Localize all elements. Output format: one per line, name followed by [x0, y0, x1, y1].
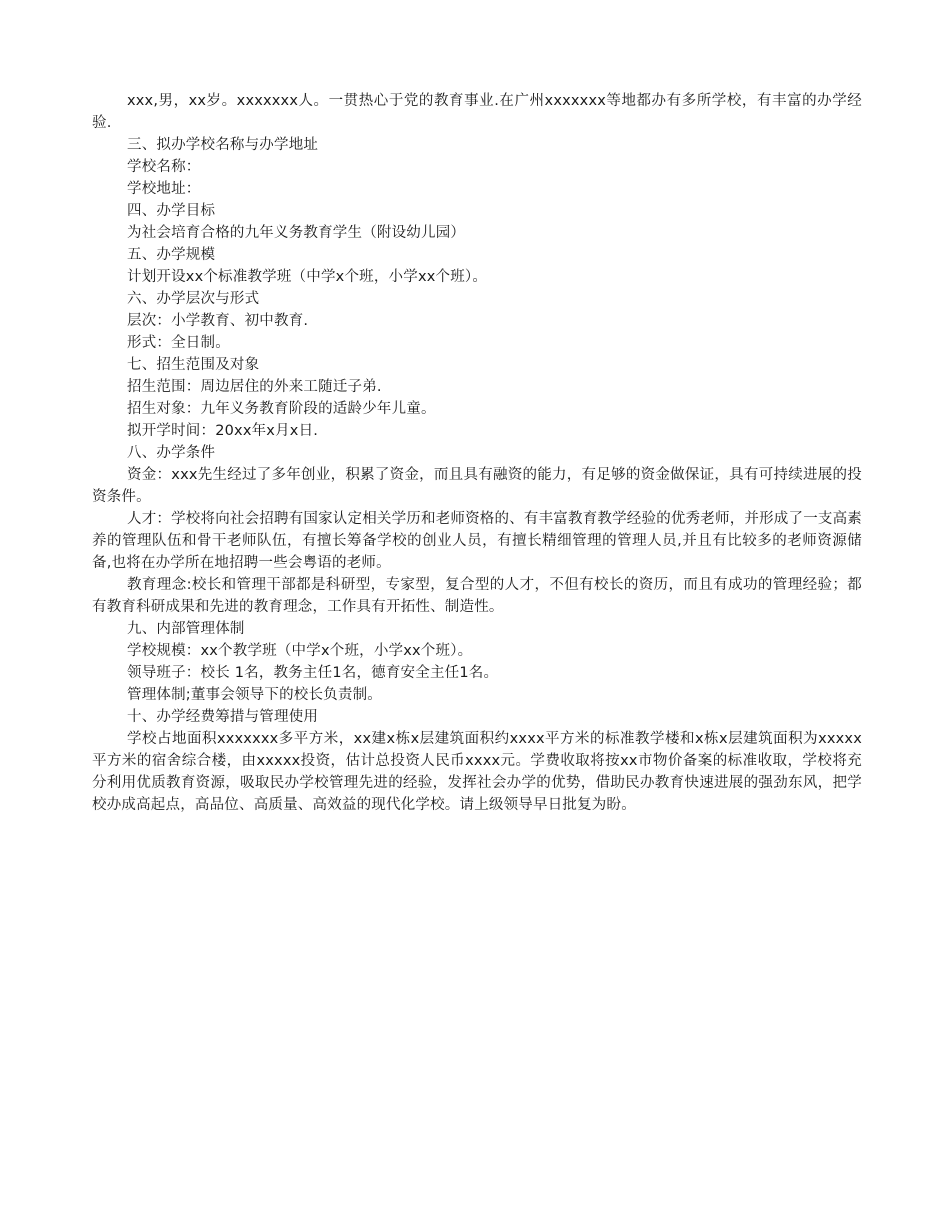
talent-text: 人才：学校将向社会招聘有国家认定相关学历和老师资格的、有丰富教育教学经验的优秀老师，并形成了一支高素养的管理队伍和骨干老师队伍，有擅长筹备学校的创业人员，有擅长精细管理的管理人员,并且有比较多的老师资源储备,也将在办学所在地招聘一些会粤语的老师。: [92, 511, 862, 571]
heading-conditions: 八、办学条件: [127, 445, 216, 461]
funding-text: 资金：xxx先生经过了多年创业，积累了资金，而且具有融资的能力，有足够的资金做保证，具有可持续进展的投资条件。: [92, 467, 862, 505]
scale-text: 计划开设xx个标准教学班（中学x个班，小学xx个班）。: [127, 269, 488, 285]
heading-level-form: 六、办学层次与形式: [127, 291, 260, 307]
heading-scale: 五、办学规模: [127, 247, 216, 263]
philosophy-text: 教育理念:校长和管理干部都是科研型，专家型，复合型的人才，不但有校长的资历，而且有成功的管理经验；都有教育科研成果和先进的教育理念，工作具有开拓性、制造性。: [92, 577, 862, 615]
enrollment-target-text: 招生对象：九年义务教育阶段的适龄少年儿童。: [127, 401, 436, 417]
document-body: [92, 90, 862, 816]
paragraph-founder-bio: xxx,男，xx岁。xxxxxxx人。一贯热心于党的教育事业.在广州xxxxxxx等地都办有多所学校，有丰富的办学经验.: [92, 93, 862, 131]
heading-management: 九、内部管理体制: [127, 621, 245, 637]
funding-management-text: 学校占地面积xxxxxxx多平方米，xx建x栋x层建筑面积约xxxx平方米的标准教学楼和x栋x层建筑面积为xxxxx平方米的宿舍综合楼，由xxxxx投资，估计总投资人民币xxxx元。学费收取将按xx市物价备案的标准收取，学校将充分利用优质教育资源，吸取民办学校管理先进的经验，发挥社会办学的优势，借助民办教育快速进展的强劲东风，把学校办成高起点，高品位、高质量、高效益的现代化学校。请上级领导早日批复为盼。: [92, 731, 862, 813]
leadership-text: 领导班子：校长 1名，教务主任1名，德育安全主任1名。: [127, 665, 499, 681]
heading-enrollment: 七、招生范围及对象: [127, 357, 260, 373]
heading-funding-management: 十、办学经费筹措与管理使用: [127, 709, 319, 725]
heading-school-name-address: 三、拟办学校名称与办学地址: [127, 137, 319, 153]
form-text: 形式：全日制。: [127, 335, 230, 351]
management-system-text: 管理体制;董事会领导下的校长负责制。: [127, 687, 382, 703]
management-scale-text: 学校规模：xx个教学班（中学x个班，小学xx个班）。: [127, 643, 473, 659]
school-name-line: 学校名称：: [127, 159, 201, 175]
level-text: 层次：小学教育、初中教育.: [127, 313, 309, 329]
opening-date-text: 拟开学时间：20xx年x月x日.: [127, 423, 319, 439]
school-address-line: 学校地址：: [127, 181, 201, 197]
enrollment-range-text: 招生范围：周边居住的外来工随迁子弟.: [127, 379, 382, 395]
goals-text: 为社会培育合格的九年义务教育学生（附设幼儿园）: [127, 225, 466, 241]
heading-goals: 四、办学目标: [127, 203, 216, 219]
